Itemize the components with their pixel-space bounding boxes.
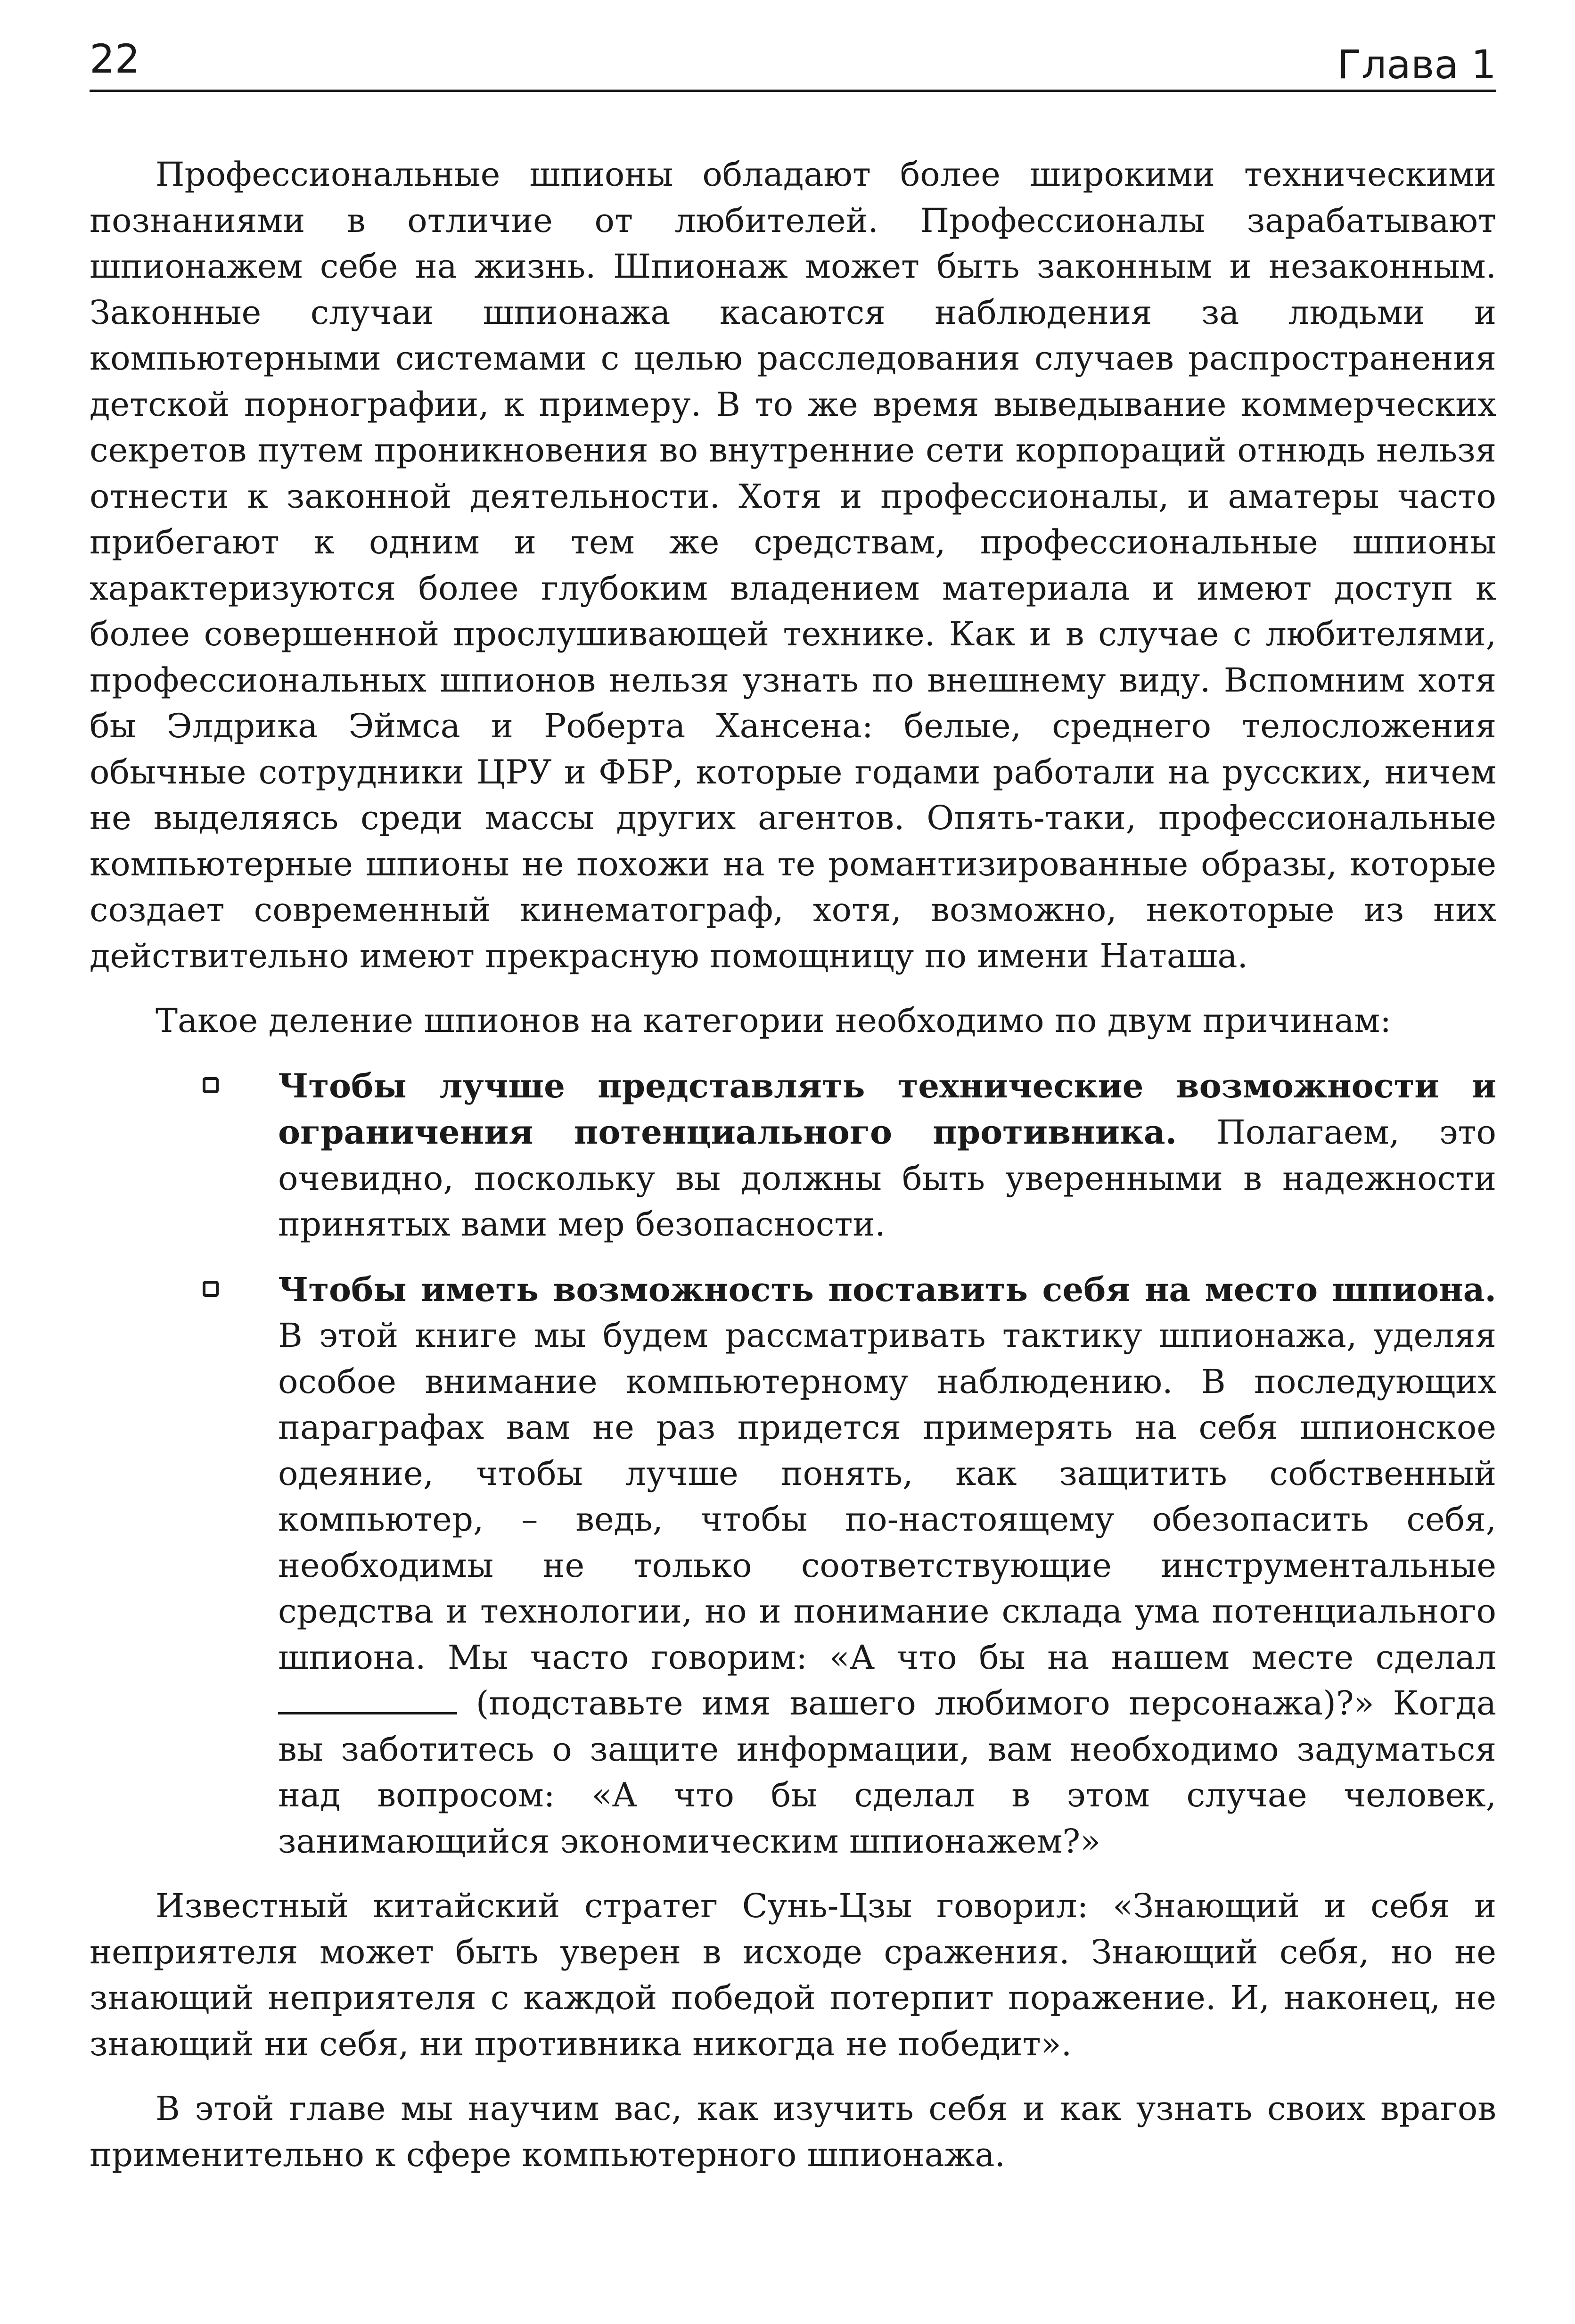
fill-in-blank — [278, 1683, 457, 1714]
checkbox-bullet-icon — [203, 1281, 219, 1297]
reasons-list — [90, 1063, 1496, 1865]
checkbox-bullet-icon — [203, 1077, 219, 1093]
paragraph-chapter-goal: В этой главе мы научим вас, как изучить себя и как узнать своих врагов применительно к сфере компьютерного шпионажа. — [90, 2089, 1496, 2174]
paragraph-sun-tzu-quote: Известный китайский стратег Сунь-Цзы говорил: «Знающий и себя и неприятеля может быть уверен в исходе сражения. Знающий себя, но не знающий неприятеля с каждой победой потерпит поражение. И, наконец, не знающий ни себя, ни противника никогда не победит». — [90, 1887, 1496, 2063]
list-item — [90, 1267, 1496, 1865]
paragraph-list-intro: Такое деление шпионов на категории необходимо по двум причинам: — [156, 1001, 1391, 1040]
page-number: 22 — [90, 36, 140, 82]
list-item-lead: Чтобы лучше представлять технические возможности и ограничения потенциального противника. — [278, 1066, 1496, 1152]
list-item-text: В этой книге мы будем рассматривать тактику шпионажа, уделяя особое внимание компьютерному наблюдению. В последующих параграфах вам не раз придется примерять на себя шпионское одеяние, чтобы лучше понять, как защитить собственный компьютер, – ведь, чтобы по-настоящему обезопасить себя, необходимы не только соответствующие инструментальные средства и технологии, но и понимание склада ума потенциального шпиона. Мы часто говорим: «А что бы на нашем месте сделал — [278, 1316, 1496, 1677]
list-item-text: Полагаем, это очевидно, поскольку вы должны быть уверенными в надежности принятых вами мер безопасности. — [278, 1113, 1496, 1244]
list-item — [90, 1063, 1496, 1248]
list-item-lead: Чтобы иметь возможность поставить себя на место шпиона. — [278, 1269, 1496, 1309]
paragraph-professional-spies: Профессиональные шпионы обладают более широкими техническими познаниями в отличие от любителей. Профессионалы зарабатывают шпионажем себе на жизнь. Шпионаж может быть законным и незаконным. Законные случаи шпионажа касаются наблюдения за людьми и компьютерными системами с целью расследования случаев распространения детской порнографии, к примеру. В то же время выведывание коммерческих секретов путем проникновения во внутренние сети корпораций отнюдь нельзя отнести к законной деятельности. Хотя и профессионалы, и аматеры часто прибегают к одним и тем же средствам, профессиональные шпионы характеризуются более глубоким владением материала и имеют доступ к более совершенной прослушивающей технике. Как и в случае с любителями, профессиональных шпионов нельзя узнать по внешнему виду. Вспомним хотя бы Элдрика Эймса и Роберта Хансена: белые, среднего телосложения обычные сотрудники ЦРУ и ФБР, которые годами работали на русских, ничем не выделяясь среди массы других агентов. Опять-таки, профессиональные компьютерные шпионы не похожи на те романтизированные образы, которые создает современный кинематограф, хотя, возможно, некоторые из них действительно имеют прекрасную помощницу по имени Наташа. — [90, 155, 1496, 975]
chapter-label: Глава 1 — [1337, 41, 1496, 88]
list-item-text-continued: (подставьте имя вашего любимого персонажа)?» Когда вы заботитесь о защите информации, вам необходимо задуматься над вопросом: «А что бы сделал в этом случае человек, занимающийся экономическим шпионажем?» — [278, 1684, 1496, 1861]
running-header — [90, 28, 1496, 92]
body-text — [90, 152, 1496, 2178]
